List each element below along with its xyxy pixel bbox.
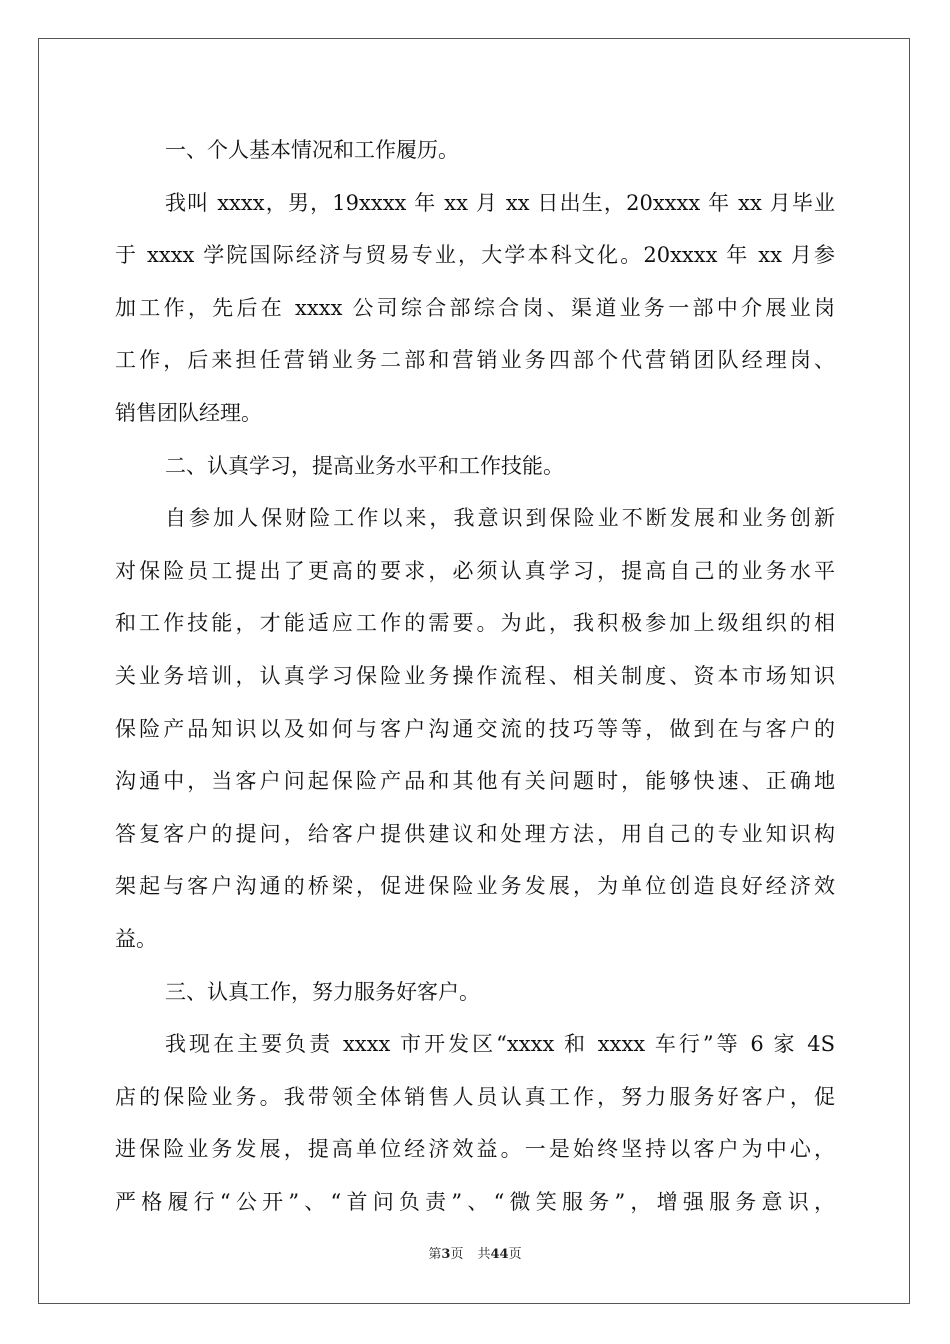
document-body	[115, 124, 835, 1228]
page-number: 3	[441, 1247, 451, 1262]
text-line: 一、个人基本情况和工作履历。	[165, 138, 459, 162]
text-line: 益。	[115, 926, 157, 951]
text-line: 保险产品知识以及如何与客户沟通交流的技巧等等，做到在与客户的	[115, 716, 835, 741]
text-line: 和工作技能，才能适应工作的需要。为此，我积极参加上级组织的相	[115, 611, 835, 636]
text-line: 关业务培训，认真学习保险业务操作流程、相关制度、资本市场知识	[115, 663, 835, 688]
page-prefix: 第	[428, 1247, 442, 1262]
total-suffix: 页	[508, 1247, 522, 1262]
text-line: 自参加人保财险工作以来，我意识到保险业不断发展和业务创新	[165, 506, 835, 531]
text-line: 二、认真学习，提高业务水平和工作技能。	[165, 453, 564, 478]
text-line: 进保险业务发展，提高单位经济效益。一是始终坚持以客户为中心，	[115, 1137, 835, 1162]
text-line: 加工作，先后在 xxxx 公司综合部综合岗、渠道业务一部中介展业岗	[115, 295, 835, 320]
text-line: 我叫 xxxx，男，19xxxx 年 xx 月 xx 日出生，20xxxx 年 xx 月毕业	[165, 190, 835, 215]
text-line: 我现在主要负责 xxxx 市开发区“xxxx 和 xxxx 车行”等 6 家 4S	[165, 1032, 835, 1057]
text-line: 严格履行“公开”、“首问负责”、“微笑服务”，增强服务意识，	[115, 1189, 835, 1214]
text-line: 店的保险业务。我带领全体销售人员认真工作，努力服务好客户，促	[115, 1084, 835, 1109]
text-line: 架起与客户沟通的桥梁，促进保险业务发展，为单位创造良好经济效	[115, 874, 835, 899]
text-line: 工作，后来担任营销业务二部和营销业务四部个代营销团队经理岗、	[115, 348, 835, 373]
page-suffix: 页	[450, 1247, 464, 1262]
page-footer	[0, 1246, 950, 1264]
text-line: 沟通中，当客户问起保险产品和其他有关问题时，能够快速、正确地	[115, 769, 835, 794]
text-line: 销售团队经理。	[115, 400, 262, 425]
total-prefix: 共	[477, 1247, 491, 1262]
text-line: 对保险员工提出了更高的要求，必须认真学习，提高自己的业务水平	[115, 558, 835, 583]
text-line: 三、认真工作，努力服务好客户。	[165, 979, 480, 1004]
total-pages: 44	[490, 1247, 509, 1262]
text-line: 答复客户的提问，给客户提供建议和处理方法，用自己的专业知识构	[115, 821, 835, 846]
text-line: 于 xxxx 学院国际经济与贸易专业，大学本科文化。20xxxx 年 xx 月参	[115, 243, 835, 268]
